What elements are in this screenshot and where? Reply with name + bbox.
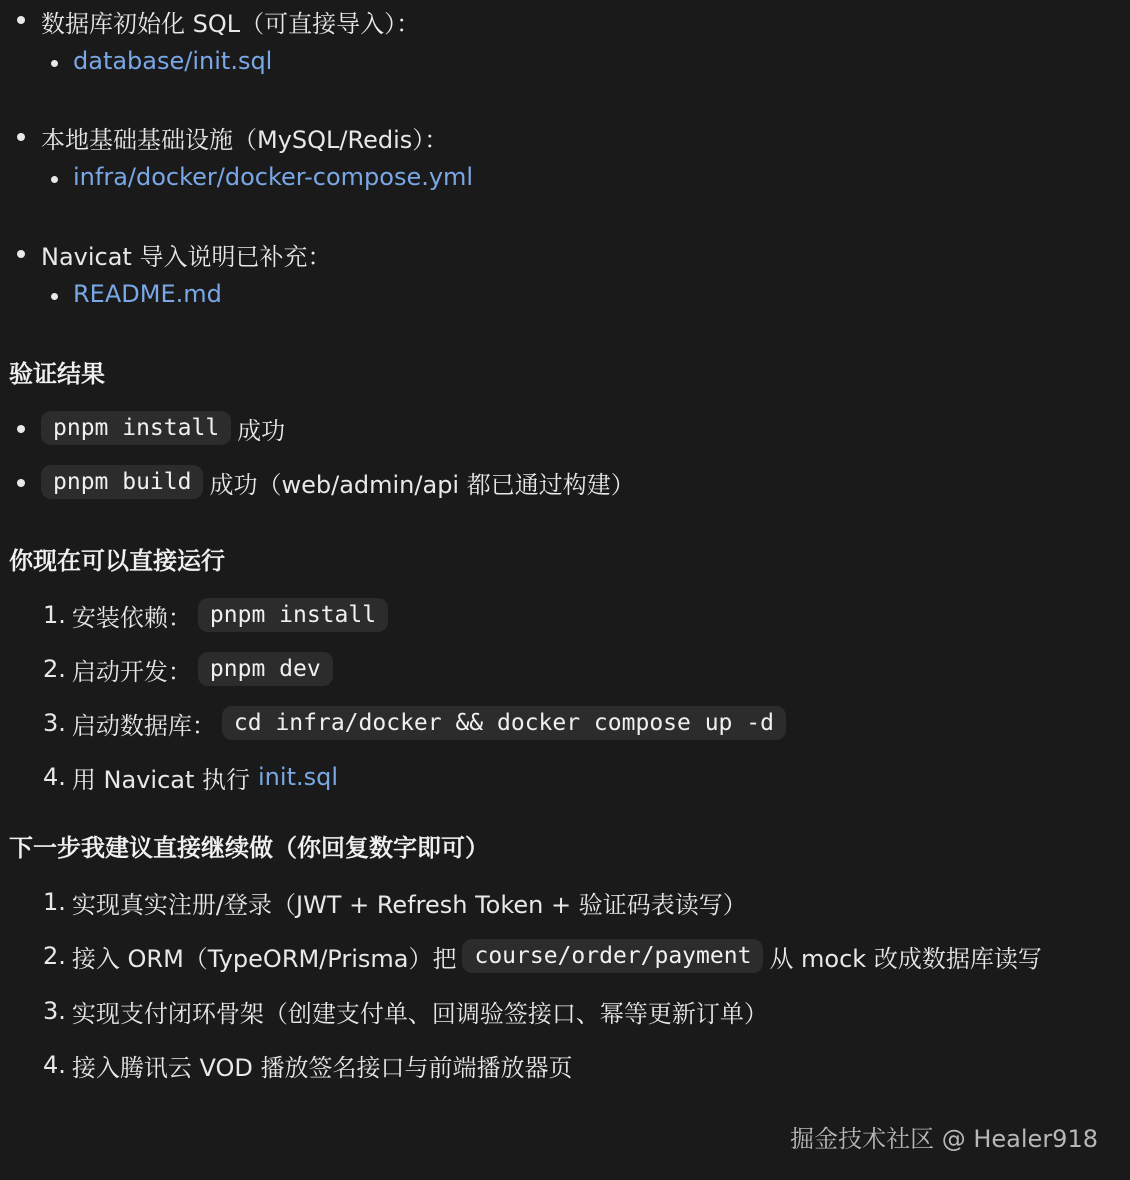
inline-code: pnpm build	[41, 465, 203, 499]
step-number: 2.	[43, 942, 66, 970]
setup-item-link[interactable]: infra/docker/docker-compose.yml	[73, 163, 474, 191]
step-text: 用 Navicat 执行	[71, 765, 251, 794]
verify-item-text: 成功	[237, 416, 286, 445]
bullet-dot	[51, 60, 58, 67]
step-text: 启动开发：	[71, 657, 192, 686]
step-link[interactable]: init.sql	[258, 763, 339, 791]
inline-code: pnpm install	[198, 598, 388, 632]
next-step	[43, 991, 768, 1031]
step-text: 实现支付闭环骨架（创建支付单、回调验签接口、幂等更新订单）	[71, 999, 768, 1028]
inline-code: pnpm dev	[198, 652, 333, 686]
run-step	[43, 757, 338, 797]
step-number: 3.	[43, 709, 66, 737]
bullet-dot	[17, 16, 25, 24]
setup-item-label: 数据库初始化 SQL（可直接导入）：	[41, 10, 421, 38]
setup-item-label: Navicat 导入说明已补充：	[41, 243, 332, 271]
step-number: 4.	[43, 1051, 66, 1079]
inline-code: course/order/payment	[462, 939, 763, 973]
section-heading-next: 下一步我建议直接继续做（你回复数字即可）	[9, 834, 489, 862]
setup-item-label: 本地基础基础设施（MySQL/Redis）：	[41, 126, 449, 154]
bullet-dot	[17, 250, 25, 258]
step-text: 安装依赖：	[71, 603, 192, 632]
step-text: 接入腾讯云 VOD 播放签名接口与前端播放器页	[71, 1053, 573, 1082]
step-number: 4.	[43, 763, 66, 791]
setup-item-link[interactable]: database/init.sql	[73, 47, 273, 75]
verify-item	[35, 408, 285, 448]
run-step	[43, 595, 394, 635]
bullet-dot	[17, 425, 25, 433]
inline-code: cd infra/docker && docker compose up -d	[222, 706, 786, 740]
run-step	[43, 703, 792, 743]
section-heading-verify: 验证结果	[9, 360, 105, 388]
next-step	[43, 1045, 573, 1085]
verify-item-text: 成功（web/admin/api 都已通过构建）	[209, 470, 635, 499]
setup-item-link[interactable]: README.md	[73, 280, 222, 308]
next-step	[43, 936, 1042, 976]
step-text: 接入 ORM（TypeORM/Prisma）把	[71, 944, 457, 973]
inline-code: pnpm install	[41, 411, 231, 445]
bullet-dot	[51, 293, 58, 300]
bullet-dot	[51, 176, 58, 183]
watermark: 掘金技术社区 @ Healer918	[790, 1125, 1098, 1153]
step-text: 实现真实注册/登录（JWT + Refresh Token + 验证码表读写）	[71, 890, 747, 919]
next-step	[43, 882, 747, 922]
step-number: 1.	[43, 888, 66, 916]
step-text-after: 从 mock 改成数据库读写	[769, 944, 1042, 973]
step-number: 1.	[43, 601, 66, 629]
step-number: 2.	[43, 655, 66, 683]
verify-item	[35, 462, 635, 502]
step-text: 启动数据库：	[71, 711, 216, 740]
step-number: 3.	[43, 997, 66, 1025]
section-heading-run: 你现在可以直接运行	[9, 547, 225, 575]
bullet-dot	[17, 479, 25, 487]
bullet-dot	[17, 133, 25, 141]
run-step	[43, 649, 339, 689]
